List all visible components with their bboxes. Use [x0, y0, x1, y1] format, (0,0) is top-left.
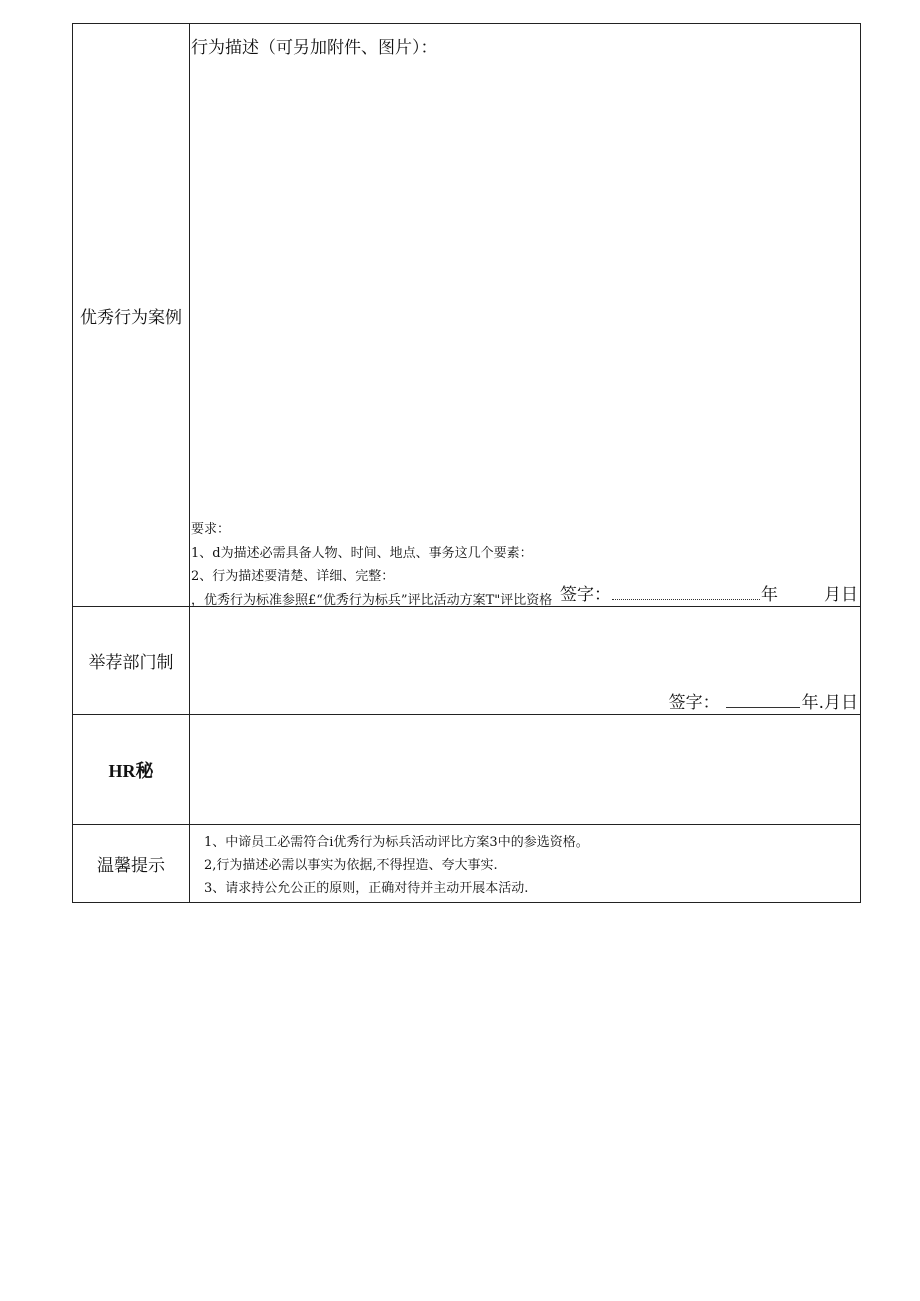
requirements-heading: 要求：	[191, 522, 231, 537]
tips-cell	[190, 825, 861, 903]
requirement-item: 1、d为描述必需具备人物、时间、地点、事务这几个要素：	[191, 545, 533, 561]
tips-row	[73, 825, 861, 903]
tips-label: 温馨提示	[73, 825, 190, 903]
hr-signature-field[interactable]	[726, 693, 800, 708]
hr-month-day-label: 月日	[824, 693, 858, 713]
description-title: 行为描述（可另加附件、图片）：	[191, 38, 438, 58]
dept-year-label: 年	[761, 585, 778, 605]
case-label: 优秀行为案例	[73, 24, 190, 607]
requirements-block	[191, 518, 552, 612]
tip-item: 2,行为描述必需以事实为依据,不得捏造、夸大事实.	[204, 858, 498, 873]
dept-signature-field[interactable]	[612, 585, 760, 600]
hr-sign-label: 签字：	[668, 693, 720, 713]
case-description-cell[interactable]	[190, 24, 861, 607]
requirement-item: ，优秀行为标准参照£“优秀行为标兵”评比活动方案T"评比资格	[191, 592, 553, 608]
tip-item: 1、中谛员工必需符合i优秀行为标兵活动评比方案3中的参选资格。	[204, 835, 589, 850]
dept-month-day-label: 月日	[824, 585, 858, 605]
dept-label: 举荐部门制	[73, 607, 190, 715]
hr-opinion-cell[interactable]	[190, 693, 861, 825]
hr-year-label: 年.	[801, 693, 824, 713]
hr-signature-line	[669, 688, 858, 713]
dept-sign-label: 签字：	[560, 585, 611, 605]
dept-signature-line	[560, 580, 858, 605]
requirement-item: 2、行为描述要清楚、详细、完整：	[191, 569, 395, 584]
nomination-form-table	[72, 23, 861, 903]
case-row	[73, 24, 861, 607]
tip-item: 3、请求持公允公正的原则，正确对待并主动开展本活动.	[204, 881, 529, 896]
hr-label: HR秘	[73, 715, 190, 825]
hr-row	[73, 715, 861, 825]
tips-list	[190, 825, 860, 900]
